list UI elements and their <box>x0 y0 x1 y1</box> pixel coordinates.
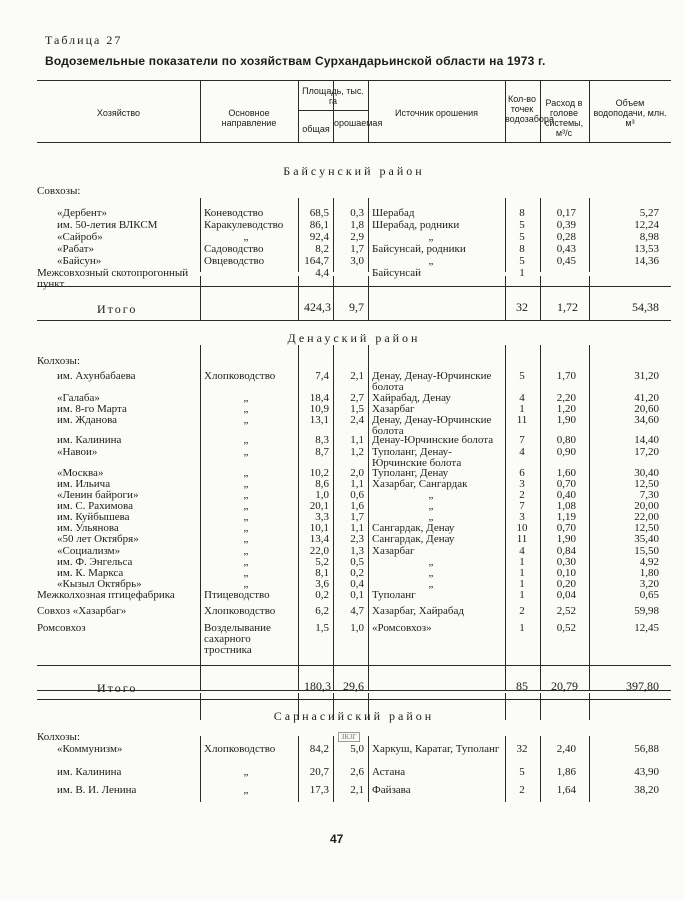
area-irrigated: 1,7 <box>350 243 364 255</box>
page-number: 47 <box>330 832 344 846</box>
direction: „ <box>243 392 249 404</box>
area-irrigated: 0,5 <box>350 556 364 568</box>
direction: „ <box>243 467 249 479</box>
water-volume: 12,45 <box>634 622 659 634</box>
water-volume: 13,53 <box>634 243 659 255</box>
area-irrigated: 5,0 <box>350 743 364 755</box>
area-total: 8,1 <box>315 567 329 579</box>
flow-rate: 1,08 <box>556 500 576 512</box>
area-irrigated: 2,7 <box>350 392 364 404</box>
column-rule <box>298 276 299 321</box>
irrigation-source: Астана <box>372 766 406 778</box>
intake-points: 2 <box>519 784 525 796</box>
irrigation-source: Туполанг, Денау <box>372 467 449 479</box>
area-total: 13,4 <box>309 533 329 545</box>
direction: „ <box>243 567 249 579</box>
area-irrigated: 0,6 <box>350 489 364 501</box>
direction: „ <box>243 500 249 512</box>
intake-points: 3 <box>519 478 525 490</box>
area-total: 8,3 <box>315 434 329 446</box>
water-volume: 31,20 <box>634 370 659 382</box>
total-top-rule <box>37 286 671 287</box>
total-flow: 1,72 <box>557 300 578 314</box>
area-irrigated: 2,4 <box>350 414 364 426</box>
irrigation-source: „ <box>428 231 434 243</box>
area-total: 92,4 <box>309 231 329 243</box>
intake-points: 32 <box>516 743 528 755</box>
area-total: 10,9 <box>309 403 329 415</box>
area-irrigated: 2,1 <box>350 784 364 796</box>
intake-points: 1 <box>519 589 525 601</box>
area-irrigated: 1,0 <box>350 622 364 634</box>
direction: Хлопководство <box>204 370 276 382</box>
water-volume: 1,80 <box>639 567 659 579</box>
irrigation-source: Хазарбаг, Сангардак <box>372 478 468 490</box>
intake-points: 1 <box>519 267 525 279</box>
irrigation-source: Байсунсай <box>372 267 421 279</box>
area-irrigated: 0,2 <box>350 567 364 579</box>
area-total: 3,3 <box>315 511 329 523</box>
area-irrigated: 2,6 <box>350 766 364 778</box>
farm-name: «Москва» <box>57 467 104 479</box>
area-total: 1,0 <box>315 489 329 501</box>
irrigation-source: Хазарбаг <box>372 545 415 557</box>
irrigation-source: Хазарбаг, Хайрабад <box>372 605 464 617</box>
area-total: 1,5 <box>315 622 329 634</box>
farm-name: им. Ильича <box>57 478 111 490</box>
farm-name: им. Ахунбабаева <box>57 370 136 382</box>
direction: Садоводство <box>204 243 264 255</box>
irrigation-source: Шерабад, родники <box>372 219 460 231</box>
area-total: 17,3 <box>309 784 329 796</box>
area-total: 68,5 <box>309 207 329 219</box>
water-volume: 12,50 <box>634 478 659 490</box>
flow-rate: 2,20 <box>556 392 576 404</box>
column-rule <box>200 276 201 321</box>
area-total: 4,4 <box>315 267 329 279</box>
irrigation-source: «Ромсовхоз» <box>372 622 432 634</box>
irrigation-source: Хазарбаг <box>372 403 415 415</box>
column-rule <box>298 80 299 142</box>
direction: „ <box>243 403 249 415</box>
water-volume: 12,50 <box>634 522 659 534</box>
irrigation-source: „ <box>428 578 434 590</box>
area-irrigated: 1,5 <box>350 403 364 415</box>
farm-name: «Социализм» <box>57 545 121 557</box>
total-irrigated: 29,6 <box>343 679 364 693</box>
flow-rate: 0,52 <box>556 622 576 634</box>
farm-name: им. Ульянова <box>57 522 119 534</box>
section-title: Сарнасийский район <box>273 709 435 723</box>
section-title: Байсунский район <box>283 164 425 178</box>
area-irrigated: 2,1 <box>350 370 364 382</box>
intake-points: 3 <box>519 511 525 523</box>
area-irrigated: 1,1 <box>350 522 364 534</box>
flow-rate: 1,86 <box>556 766 576 778</box>
column-rule <box>589 80 590 142</box>
header-bottom-rule <box>37 142 671 143</box>
direction: „ <box>243 522 249 534</box>
water-volume: 38,20 <box>634 784 659 796</box>
irrigation-source: „ <box>428 500 434 512</box>
water-volume: 0,65 <box>639 589 659 601</box>
irrigation-source: Харкуш, Каратаг, Туполанг <box>372 743 500 755</box>
intake-points: 11 <box>516 533 528 545</box>
farm-name: им. Ф. Энгельса <box>57 556 133 568</box>
area-total: 6,2 <box>315 605 329 617</box>
farm-name: «Навои» <box>57 446 98 458</box>
area-irrigated: 0,1 <box>350 589 364 601</box>
flow-rate: 0,43 <box>556 243 576 255</box>
intake-points: 4 <box>519 392 525 404</box>
intake-points: 4 <box>519 545 525 557</box>
group-label: Колхозы: <box>37 731 81 743</box>
flow-rate: 0,17 <box>556 207 576 219</box>
area-total: 18,4 <box>309 392 329 404</box>
section-title: Денауский район <box>287 331 421 345</box>
header-area-total: общая <box>302 124 330 134</box>
intake-points: 10 <box>516 522 528 534</box>
farm-name: «Дербент» <box>57 207 108 219</box>
intake-points: 2 <box>519 605 525 617</box>
farm-name: Межсовхозный скотопрогонный пункт <box>37 267 189 290</box>
direction: „ <box>243 489 249 501</box>
intake-points: 1 <box>519 556 525 568</box>
area-irrigated: 1,3 <box>350 545 364 557</box>
table-label: Таблица 27 <box>45 33 123 47</box>
total-bottom-rule <box>37 699 671 700</box>
farm-name: «Рабат» <box>57 243 95 255</box>
water-volume: 17,20 <box>634 446 659 458</box>
area-irrigated: 1,1 <box>350 434 364 446</box>
direction: Овцеводство <box>204 255 265 267</box>
column-rule <box>200 736 201 802</box>
intake-points: 5 <box>519 766 525 778</box>
column-rule <box>505 276 506 321</box>
column-rule <box>368 80 369 142</box>
intake-points: 7 <box>519 500 525 512</box>
farm-name: им. 8-го Марта <box>57 403 127 415</box>
intake-points: 7 <box>519 434 525 446</box>
area-total: 84,2 <box>309 743 329 755</box>
total-points: 85 <box>516 679 528 693</box>
direction: Каракулеводство <box>204 219 284 231</box>
farm-name: Совхоз «Хазарбаг» <box>37 605 127 617</box>
intake-points: 11 <box>516 414 528 426</box>
flow-rate: 0,70 <box>556 478 576 490</box>
farm-name: им. Куйбышева <box>57 511 130 523</box>
area-irrigated: 1,6 <box>350 500 364 512</box>
column-rule <box>368 736 369 802</box>
direction: „ <box>243 545 249 557</box>
intake-points: 4 <box>519 446 525 458</box>
area-total: 20,1 <box>309 500 329 512</box>
direction: „ <box>243 414 249 426</box>
area-irrigated: 1,2 <box>350 446 364 458</box>
farm-name: «Галаба» <box>57 392 100 404</box>
irrigation-source: Шерабад <box>372 207 415 219</box>
area-irrigated: 3,0 <box>350 255 364 267</box>
area-total: 8,7 <box>315 446 329 458</box>
direction: „ <box>243 231 249 243</box>
direction: „ <box>243 533 249 545</box>
water-volume: 41,20 <box>634 392 659 404</box>
flow-rate: 1,19 <box>556 511 576 523</box>
farm-name: им. В. И. Ленина <box>57 784 137 796</box>
water-volume: 12,24 <box>634 219 659 231</box>
intake-points: 5 <box>519 255 525 267</box>
flow-rate: 2,40 <box>556 743 576 755</box>
irrigation-source: Файзава <box>372 784 411 796</box>
water-volume: 3,20 <box>639 578 659 590</box>
water-volume: 20,60 <box>634 403 659 415</box>
area-total: 86,1 <box>309 219 329 231</box>
total-label: Итого <box>97 681 138 695</box>
header-area-irrigated: орошаемая <box>334 118 383 128</box>
flow-rate: 1,90 <box>556 414 576 426</box>
area-total: 13,1 <box>309 414 329 426</box>
direction: „ <box>243 578 249 590</box>
irrigation-source: „ <box>428 489 434 501</box>
farm-name: Межколхозная птицефабрика <box>37 589 175 601</box>
total-label: Итого <box>97 302 138 316</box>
area-irrigated: 4,7 <box>350 605 364 617</box>
water-volume: 34,60 <box>634 414 659 426</box>
intake-points: 2 <box>519 489 525 501</box>
intake-points: 8 <box>519 243 525 255</box>
farm-name: «Кызыл Октябрь» <box>57 578 142 590</box>
farm-name: «Ленин байроги» <box>57 489 139 501</box>
irrigation-source: Денау, Денау-Юрчинские болота <box>372 370 492 393</box>
flow-rate: 1,64 <box>556 784 576 796</box>
water-volume: 59,98 <box>634 605 659 617</box>
farm-name: «Байсун» <box>57 255 102 267</box>
column-rule <box>333 80 334 142</box>
area-total: 8,6 <box>315 478 329 490</box>
header-area: Площадь, тыс. га <box>302 86 364 106</box>
water-volume: 22,00 <box>634 511 659 523</box>
area-total: 8,2 <box>315 243 329 255</box>
total-area: 424,3 <box>304 300 331 314</box>
area-total: 0,2 <box>315 589 329 601</box>
water-volume: 14,40 <box>634 434 659 446</box>
intake-points: 5 <box>519 231 525 243</box>
flow-rate: 1,60 <box>556 467 576 479</box>
flow-rate: 0,70 <box>556 522 576 534</box>
flow-rate: 0,20 <box>556 578 576 590</box>
column-rule <box>589 276 590 321</box>
header-intakes: Кол-во точек водозабора <box>505 94 554 124</box>
direction: Возделывание сахарного тростника <box>204 622 271 656</box>
column-rule <box>368 276 369 321</box>
farm-name: им. С. Рахимова <box>57 500 133 512</box>
flow-rate: 1,70 <box>556 370 576 382</box>
group-label: Колхозы: <box>37 355 81 367</box>
farm-name: им. Жданова <box>57 414 118 426</box>
direction: Коневодство <box>204 207 264 219</box>
flow-rate: 2,52 <box>556 605 576 617</box>
column-rule <box>540 80 541 142</box>
table-title: Водоземельные показатели по хозяйствам Сурхандарьинской области на 1973 г. <box>45 54 546 68</box>
column-rule <box>200 198 201 272</box>
intake-points: 5 <box>519 219 525 231</box>
flow-rate: 0,30 <box>556 556 576 568</box>
irrigation-source: Хайрабад, Денау <box>372 392 451 404</box>
flow-rate: 0,90 <box>556 446 576 458</box>
water-volume: 56,88 <box>634 743 659 755</box>
water-volume: 35,40 <box>634 533 659 545</box>
header-farm: Хозяйство <box>96 108 141 118</box>
area-irrigated: 2,0 <box>350 467 364 479</box>
water-volume: 30,40 <box>634 467 659 479</box>
header-volume: Объем водоподачи, млн. м³ <box>593 98 667 128</box>
header-source: Источник орошения <box>394 108 479 118</box>
direction: „ <box>243 766 249 778</box>
flow-rate: 0,10 <box>556 567 576 579</box>
total-points: 32 <box>516 300 528 314</box>
area-irrigated: 2,9 <box>350 231 364 243</box>
area-total: 22,0 <box>309 545 329 557</box>
farm-name: им. Калинина <box>57 766 122 778</box>
direction: „ <box>243 434 249 446</box>
column-rule <box>368 345 369 690</box>
farm-name: «50 лет Октября» <box>57 533 139 545</box>
irrigation-source: Сангардак, Денау <box>372 522 455 534</box>
irrigation-source: „ <box>428 511 434 523</box>
total-flow: 20,79 <box>551 679 578 693</box>
column-rule <box>540 276 541 321</box>
total-volume: 397,80 <box>626 679 659 693</box>
irrigation-source: Байсунсай, родники <box>372 243 466 255</box>
data-table <box>37 80 671 840</box>
water-volume: 43,90 <box>634 766 659 778</box>
intake-points: 5 <box>519 370 525 382</box>
intake-points: 1 <box>519 622 525 634</box>
area-irrigated: 1,7 <box>350 511 364 523</box>
area-total: 10,2 <box>309 467 329 479</box>
irrigation-source: „ <box>428 556 434 568</box>
area-total: 7,4 <box>315 370 329 382</box>
area-total: 3,6 <box>315 578 329 590</box>
irrigation-source: Туполанг, Денау-Юрчинские болота <box>372 446 462 469</box>
area-irrigated: 0,3 <box>350 207 364 219</box>
direction: „ <box>243 446 249 458</box>
intake-points: 6 <box>519 467 525 479</box>
farm-name: «Сайроб» <box>57 231 103 243</box>
column-rule <box>368 198 369 272</box>
flow-rate: 0,40 <box>556 489 576 501</box>
direction: „ <box>243 511 249 523</box>
intake-points: 1 <box>519 403 525 415</box>
intake-points: 1 <box>519 578 525 590</box>
column-rule <box>333 276 334 321</box>
flow-rate: 0,28 <box>556 231 576 243</box>
direction: „ <box>243 556 249 568</box>
flow-rate: 0,04 <box>556 589 576 601</box>
irrigation-source: Денау, Денау-Юрчинские болота <box>372 414 492 437</box>
total-bottom-rule <box>37 320 671 321</box>
intake-points: 1 <box>519 567 525 579</box>
area-irrigated: 1,8 <box>350 219 364 231</box>
water-volume: 15,50 <box>634 545 659 557</box>
table-top-rule <box>37 80 671 81</box>
direction: „ <box>243 784 249 796</box>
irrigation-source: Денау-Юрчинские болота <box>372 434 494 446</box>
water-volume: 14,36 <box>634 255 659 267</box>
area-total: 20,7 <box>309 766 329 778</box>
stamp: ЗКЗГ <box>338 732 360 742</box>
header-direction: Основное направление <box>221 108 277 128</box>
flow-rate: 0,84 <box>556 545 576 557</box>
direction: Птицеводство <box>204 589 270 601</box>
area-irrigated: 1,1 <box>350 478 364 490</box>
direction: Хлопководство <box>204 743 276 755</box>
water-volume: 7,30 <box>639 489 659 501</box>
water-volume: 4,92 <box>639 556 659 568</box>
water-volume: 20,00 <box>634 500 659 512</box>
total-irrigated: 9,7 <box>349 300 364 314</box>
irrigation-source: „ <box>428 567 434 579</box>
flow-rate: 0,45 <box>556 255 576 267</box>
irrigation-source: Сангардак, Денау <box>372 533 455 545</box>
column-rule <box>200 80 201 142</box>
column-rule <box>505 80 506 142</box>
farm-name: им. К. Маркса <box>57 567 124 579</box>
direction: Хлопководство <box>204 605 276 617</box>
area-total: 10,1 <box>309 522 329 534</box>
total-volume: 54,38 <box>632 300 659 314</box>
total-area: 180,3 <box>304 679 331 693</box>
area-irrigated: 0,4 <box>350 578 364 590</box>
area-total: 5,2 <box>315 556 329 568</box>
column-rule <box>200 345 201 690</box>
flow-rate: 1,90 <box>556 533 576 545</box>
irrigation-source: Туполанг <box>372 589 416 601</box>
group-label: Совхозы: <box>37 185 81 197</box>
header-flow: Расход в голове системы, м³/с <box>544 98 584 138</box>
area-irrigated: 2,3 <box>350 533 364 545</box>
intake-points: 8 <box>519 207 525 219</box>
flow-rate: 0,39 <box>556 219 576 231</box>
water-volume: 8,98 <box>639 231 659 243</box>
area-total: 164,7 <box>304 255 329 267</box>
direction: „ <box>243 478 249 490</box>
irrigation-source: „ <box>428 255 434 267</box>
water-volume: 5,27 <box>639 207 659 219</box>
farm-name: им. 50-летия ВЛКСМ <box>57 219 158 231</box>
flow-rate: 1,20 <box>556 403 576 415</box>
total-top-rule <box>37 665 671 666</box>
farm-name: Ромсовхоз <box>37 622 86 634</box>
flow-rate: 0,80 <box>556 434 576 446</box>
farm-name: «Коммунизм» <box>57 743 123 755</box>
farm-name: им. Калинина <box>57 434 122 446</box>
